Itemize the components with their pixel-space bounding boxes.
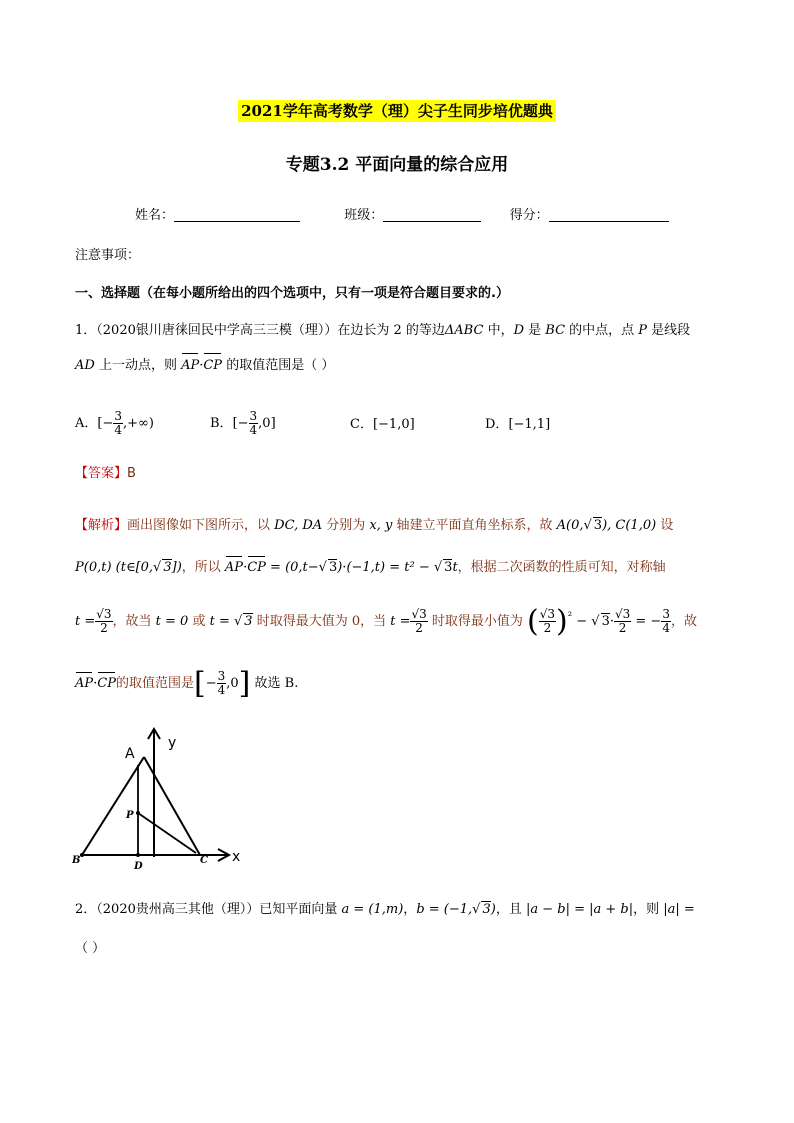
score-field[interactable] (549, 207, 669, 222)
coordinate-figure (72, 725, 262, 870)
point-d (136, 853, 140, 857)
question-2-line-1: 2．（2020贵州高三其他（理））已知平面向量 a = (1,m)，b = (−1,√ 3)，且 |a − b| = |a + b|，则 |a| = (75, 902, 695, 917)
question-1-line-2: AD 上一动点，则 AP·CP 的取值范围是（ ） (75, 358, 335, 373)
vector-cp: CP (203, 358, 223, 373)
page-title: 专题3.2 平面向量的综合应用 (285, 155, 509, 175)
point-p (136, 811, 140, 815)
question-2-line-2: （ ） (75, 941, 106, 956)
label-p: P (126, 810, 134, 821)
side-ab (82, 757, 144, 855)
class-label: 班级： (344, 208, 384, 223)
label-d: D (134, 861, 143, 870)
score-label: 得分： (509, 208, 549, 223)
label-a: A (125, 746, 135, 762)
label-x: x (232, 849, 241, 865)
solution-line-3: t = $\frac{√3}{2}$ ，故当 t = 0 或 t = √ 3 时取得最大值为 0，当 t = $\frac{√3}{2}$ 时取得最小值为 ( $\frac{√3}{2}$ )$^{^2}$ − √ 3· $\frac{√3}{2}$ = − $\frac{3}{4}$ ，故 (75, 604, 697, 639)
name-label: 姓名： (135, 208, 175, 223)
series-banner: 2021学年高考数学（理）尖子生同步培优题典 (238, 100, 556, 122)
answer-value: B (127, 466, 136, 481)
option-c[interactable]: C．[−1,0] (350, 417, 415, 432)
question-1-line-1: 1．（2020银川唐徕回民中学高三三模（理））在边长为 2 的等边ΔABC 中，D 是 BC 的中点，点 P 是线段 (75, 323, 691, 338)
answer-label: 【答案】 (75, 466, 128, 481)
option-d[interactable]: D．[−1,1] (485, 417, 551, 432)
solution-label: 【解析】 (75, 518, 128, 533)
vector-ap: AP (181, 358, 200, 373)
label-y: y (168, 735, 177, 751)
label-c: C (200, 855, 208, 866)
point-b (80, 853, 84, 857)
side-ac (144, 757, 200, 855)
solution-line-4: AP·CP的取值范围是[− $\frac{3}{4}$ ,0] 故选 B. (75, 666, 299, 701)
solution-line-1: 【解析】画出图像如下图所示，以 DC, DA 分别为 x, y 轴建立平面直角坐标系，故 A(0,√ 3), C(1,0) 设 (75, 518, 674, 533)
label-b: B (72, 855, 81, 866)
name-field[interactable] (174, 207, 300, 222)
student-info-row (135, 204, 669, 223)
notice-heading: 注意事项： (75, 248, 141, 263)
solution-line-2: P(0,t) (t∈[0,√ 3])，所以 AP·CP = (0,t−√ 3)·(−1,t) = t² − √ 3t，根据二次函数的性质可知，对称轴 (75, 560, 666, 575)
section-heading: 一、选择题（在每小题所给出的四个选项中，只有一项是符合题目要求的.） (75, 286, 509, 301)
answer-line (75, 462, 136, 481)
class-field[interactable] (383, 207, 481, 222)
option-a[interactable]: A．[− $\frac{3}{4}$ ,+∞) (75, 409, 154, 437)
option-b[interactable]: B．[− $\frac{3}{4}$ ,0] (210, 409, 276, 437)
